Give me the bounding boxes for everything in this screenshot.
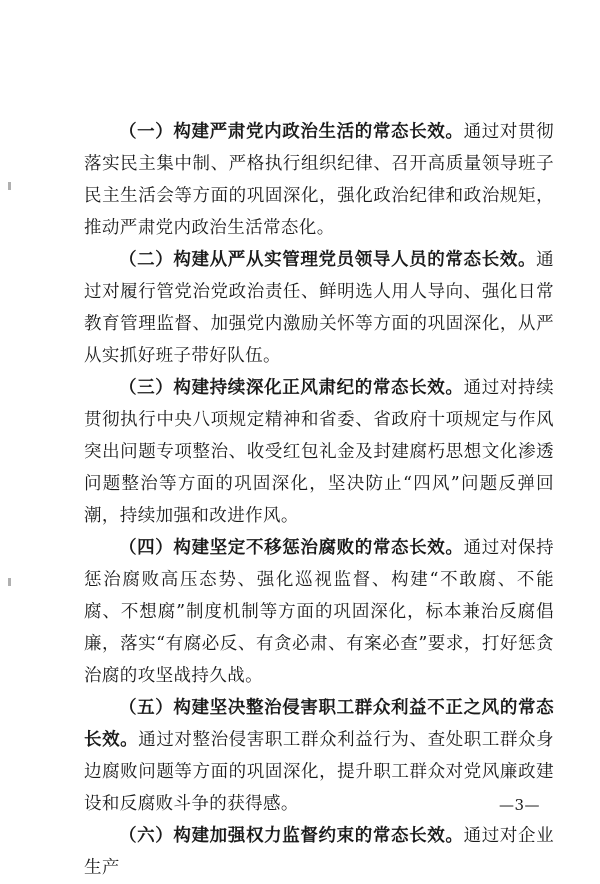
paragraph-heading: （三）构建持续深化正风肃纪的常态长效。 <box>119 378 464 398</box>
paragraph-text: 通过对保持惩治腐败高压态势、强化巡视监督、构建“不敢腐、不能腐、不想腐”制度机制等方面的巩固深化，标本兼治反腐倡廉，落实“有腐必反、有贪必肃、有案必查”要求，打好惩贪治腐的攻坚战持久战。 <box>84 538 554 686</box>
paragraph-heading: （五）构建坚决整治侵害职工群众利益不正之风的常态长效。 <box>84 698 554 750</box>
paragraph-2 <box>84 244 554 372</box>
paragraph-text: 通过对企业生产 <box>84 826 554 878</box>
paragraph-heading: （四）构建坚定不移惩治腐败的常态长效。 <box>119 538 464 558</box>
scan-margin-mark <box>8 578 11 586</box>
page-number: —3— <box>498 796 540 814</box>
paragraph-text: 通过对持续贯彻执行中央八项规定精神和省委、省政府十项规定与作风突出问题专项整治、收受红包礼金及封建腐朽思想文化渗透问题整治等方面的巩固深化，坚决防止“四风”问题反弹回潮，持续加强和改进作风。 <box>84 378 554 526</box>
paragraph-heading: （六）构建加强权力监督约束的常态长效。 <box>119 826 464 846</box>
scan-margin-mark <box>8 182 11 190</box>
paragraph-text: 通过对贯彻落实民主集中制、严格执行组织纪律、召开高质量领导班子民主生活会等方面的巩固深化，强化政治纪律和政治规矩，推动严肃党内政治生活常态化。 <box>84 122 554 238</box>
paragraph-4 <box>84 532 554 692</box>
paragraph-5 <box>84 692 554 820</box>
paragraph-text: 通过对整治侵害职工群众利益行为、查处职工群众身边腐败问题等方面的巩固深化，提升职工群众对党风廉政建设和反腐败斗争的获得感。 <box>84 730 555 814</box>
paragraph-heading: （一）构建严肃党内政治生活的常态长效。 <box>119 122 464 142</box>
paragraph-6 <box>84 820 554 884</box>
document-body <box>84 116 554 884</box>
paragraph-text: 通过对履行管党治党政治责任、鲜明选人用人导向、强化日常教育管理监督、加强党内激励关怀等方面的巩固深化，从严从实抓好班子带好队伍。 <box>84 250 554 366</box>
paragraph-1 <box>84 116 554 244</box>
paragraph-heading: （二）构建从严从实管理党员领导人员的常态长效。 <box>119 250 537 270</box>
paragraph-3 <box>84 372 554 532</box>
